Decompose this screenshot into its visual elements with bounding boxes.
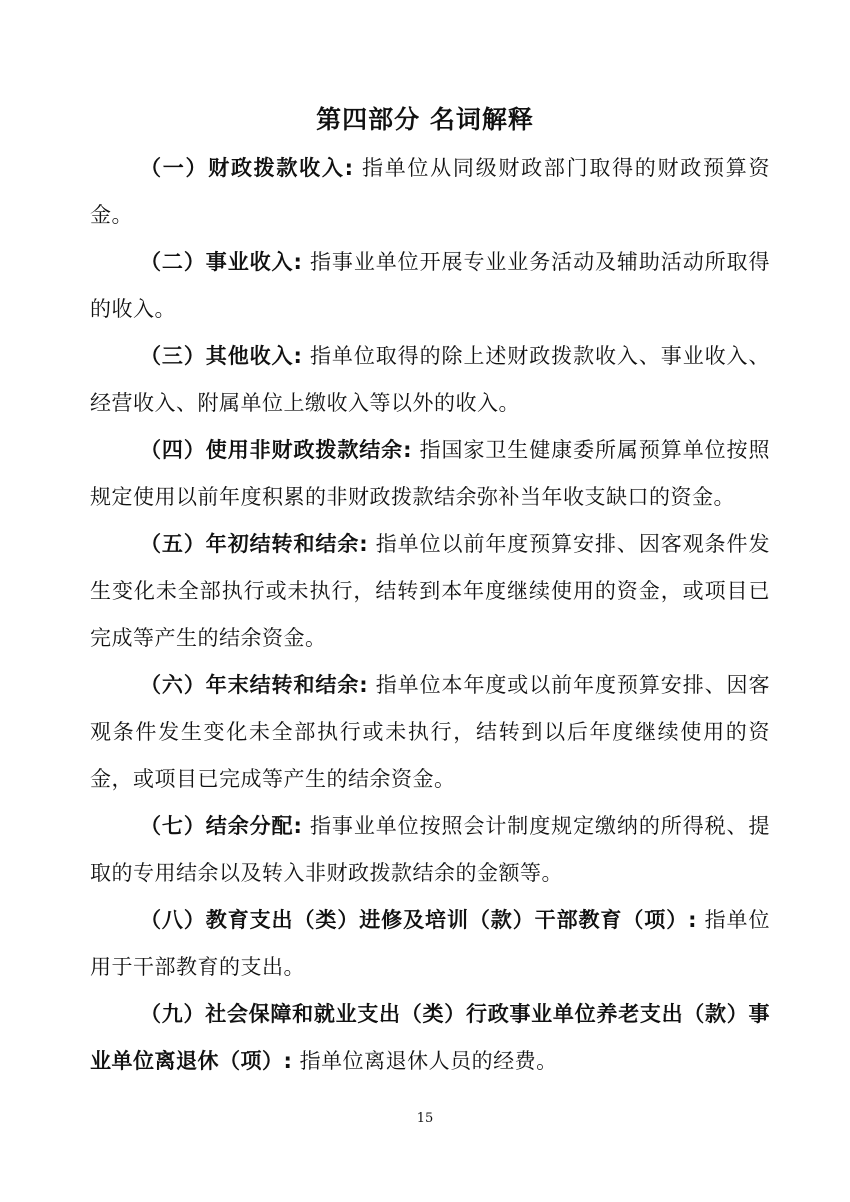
- glossary-entry: [90, 897, 770, 991]
- entry-definition: 指事业单位按照会计制度规定缴纳的所得税、提取的专用结余以及转入非财政拨款结余的金额等。: [90, 814, 770, 885]
- entry-definition: 指单位用于干部教育的支出。: [90, 908, 770, 979]
- entry-definition: 指国家卫生健康委所属预算单位按照规定使用以前年度积累的非财政拨款结余弥补当年收支缺口的资金。: [90, 438, 770, 509]
- glossary-entry: [90, 333, 770, 427]
- glossary-entry: [90, 521, 770, 662]
- glossary-entry: [90, 239, 770, 333]
- entry-term: （八）教育支出（类）进修及培训（款）干部教育（项）:: [140, 908, 698, 932]
- entry-term: （九）社会保障和就业支出（类）行政事业单位养老支出（款）事业单位离退休（项）:: [90, 1002, 770, 1073]
- entry-term: （二）事业收入:: [140, 250, 303, 274]
- entry-term: （六）年末结转和结余:: [140, 673, 369, 697]
- entry-definition: 指单位本年度或以前年度预算安排、因客观条件发生变化未全部执行或未执行，结转到以后年度继续使用的资金，或项目已完成等产生的结余资金。: [90, 673, 770, 791]
- glossary: [90, 145, 770, 1085]
- page-number: 15: [416, 1111, 434, 1126]
- entry-definition: 指事业单位开展专业业务活动及辅助活动所取得的收入。: [90, 250, 770, 321]
- entry-term: （三）其他收入:: [140, 344, 303, 368]
- entry-definition: 指单位取得的除上述财政拨款收入、事业收入、经营收入、附属单位上缴收入等以外的收入。: [90, 344, 770, 415]
- entry-term: （五）年初结转和结余:: [140, 532, 369, 556]
- entry-term: （四）使用非财政拨款结余:: [140, 438, 412, 462]
- glossary-entry: [90, 427, 770, 521]
- glossary-entry: [90, 662, 770, 803]
- entry-term: （一）财政拨款收入:: [140, 156, 354, 180]
- entry-definition: 指单位从同级财政部门取得的财政预算资金。: [90, 156, 770, 227]
- glossary-entry: [90, 803, 770, 897]
- entry-term: （七）结余分配:: [140, 814, 303, 838]
- glossary-entry: [90, 991, 770, 1085]
- glossary-entry: [90, 145, 770, 239]
- entry-definition: 指单位以前年度预算安排、因客观条件发生变化未全部执行或未执行，结转到本年度继续使用的资金，或项目已完成等产生的结余资金。: [90, 532, 770, 650]
- page-title: 第四部分 名词解释: [316, 105, 534, 134]
- entry-definition: 指单位离退休人员的经费。: [292, 1049, 558, 1073]
